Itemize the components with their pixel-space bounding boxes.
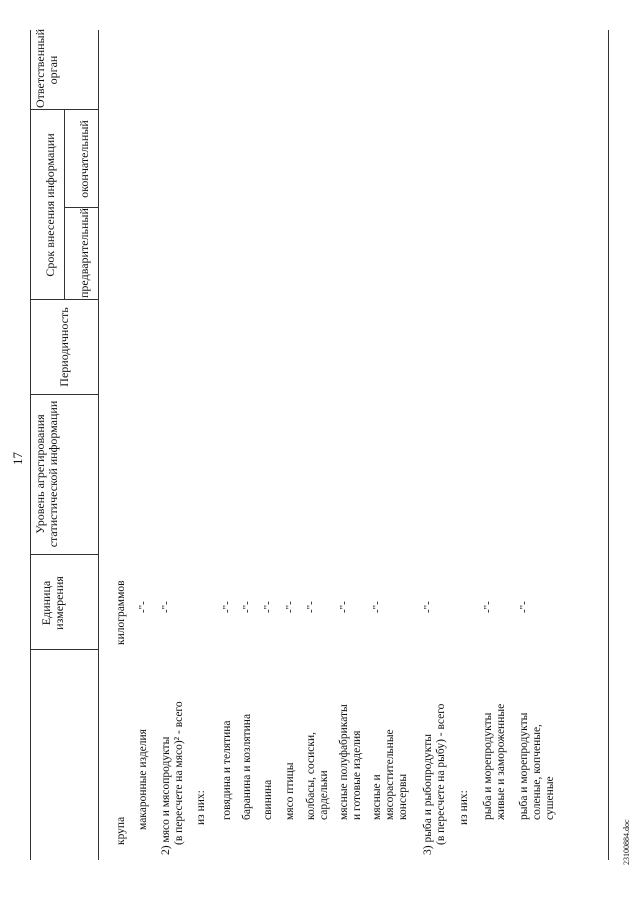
header-divider-name-unit: [30, 649, 98, 650]
row-name-line: говядина и телятина: [221, 720, 233, 820]
row-name-line: мясные полуфабрикаты: [338, 704, 350, 820]
row-unit-ditto: -"-: [422, 601, 434, 613]
row-unit-ditto: -"-: [262, 601, 274, 613]
header-periodicity: Периодичность: [57, 307, 71, 387]
header-divider-unit-level: [30, 554, 98, 555]
deadline-subheader-divider: [64, 110, 65, 300]
row-name-line: мясо птицы: [284, 762, 296, 820]
row-unit-ditto: -"-: [305, 601, 317, 613]
row-unit-ditto: -"-: [482, 601, 494, 613]
row-unit-ditto: -"-: [160, 601, 172, 613]
row-name-line: (в пересчете на мясо)² - всего: [173, 701, 185, 845]
row-unit-ditto: -"-: [371, 601, 383, 613]
header-bottom-border: [98, 30, 99, 860]
row-unit-ditto: -"-: [518, 601, 530, 613]
row-name-line: соленые, копченые,: [531, 724, 543, 820]
row-name-line: свинина: [262, 779, 274, 820]
row-unit-ditto: -"-: [221, 601, 233, 613]
header-preliminary: предварительный: [77, 208, 91, 298]
row-name-line: 3) рыба и рыбопродукты: [422, 734, 434, 855]
row-name-line: 2) мясо и мясопродукты: [160, 736, 172, 855]
row-name-line: макаронные изделия: [137, 729, 149, 830]
header-unit: Единица измерения: [39, 576, 66, 630]
table-bottom-rule: [608, 30, 609, 860]
header-divider-deadline-responsible: [30, 109, 98, 110]
row-unit-ditto: -"-: [241, 601, 253, 613]
row-name-line: и готовые изделия: [351, 730, 363, 820]
document-id: 23100884.doc: [622, 819, 631, 865]
header-divider-period-deadline: [30, 299, 98, 300]
row-unit-ditto: -"-: [338, 601, 350, 613]
page-number: 17: [10, 452, 25, 465]
row-unit: килограммов: [115, 580, 127, 645]
row-name-line: из них:: [458, 790, 470, 825]
header-top-border: [30, 30, 31, 860]
row-name-line: крупа: [115, 816, 127, 845]
row-name-line: мясорастительные: [384, 729, 396, 820]
row-name-line: (в пересчете на рыбу) - всего: [435, 703, 447, 845]
row-name-line: живые и замороженные: [495, 703, 507, 820]
header-aggregation-level: Уровень агрегирования статистической информации: [33, 400, 60, 548]
header-deadline: Срок внесения информации: [43, 133, 57, 277]
row-unit-ditto: -"-: [284, 601, 296, 613]
header-responsible-body: Ответственный орган: [33, 28, 60, 108]
row-name-line: рыба и морепродукты: [482, 712, 494, 820]
row-name-line: рыба и морепродукты: [518, 712, 530, 820]
row-name-line: из них:: [195, 790, 207, 825]
header-final: окончательный: [77, 120, 91, 198]
row-name-line: колбасы, сосиски,: [305, 732, 317, 820]
row-name-line: баранина и козлятина: [241, 713, 253, 820]
row-name-line: сардельки: [318, 770, 330, 820]
header-divider-level-period: [30, 394, 98, 395]
row-name-line: сушеные: [544, 776, 556, 820]
row-name-line: консервы: [397, 773, 409, 820]
row-name-line: мясные и: [371, 774, 383, 820]
row-unit-ditto: -"-: [137, 601, 149, 613]
